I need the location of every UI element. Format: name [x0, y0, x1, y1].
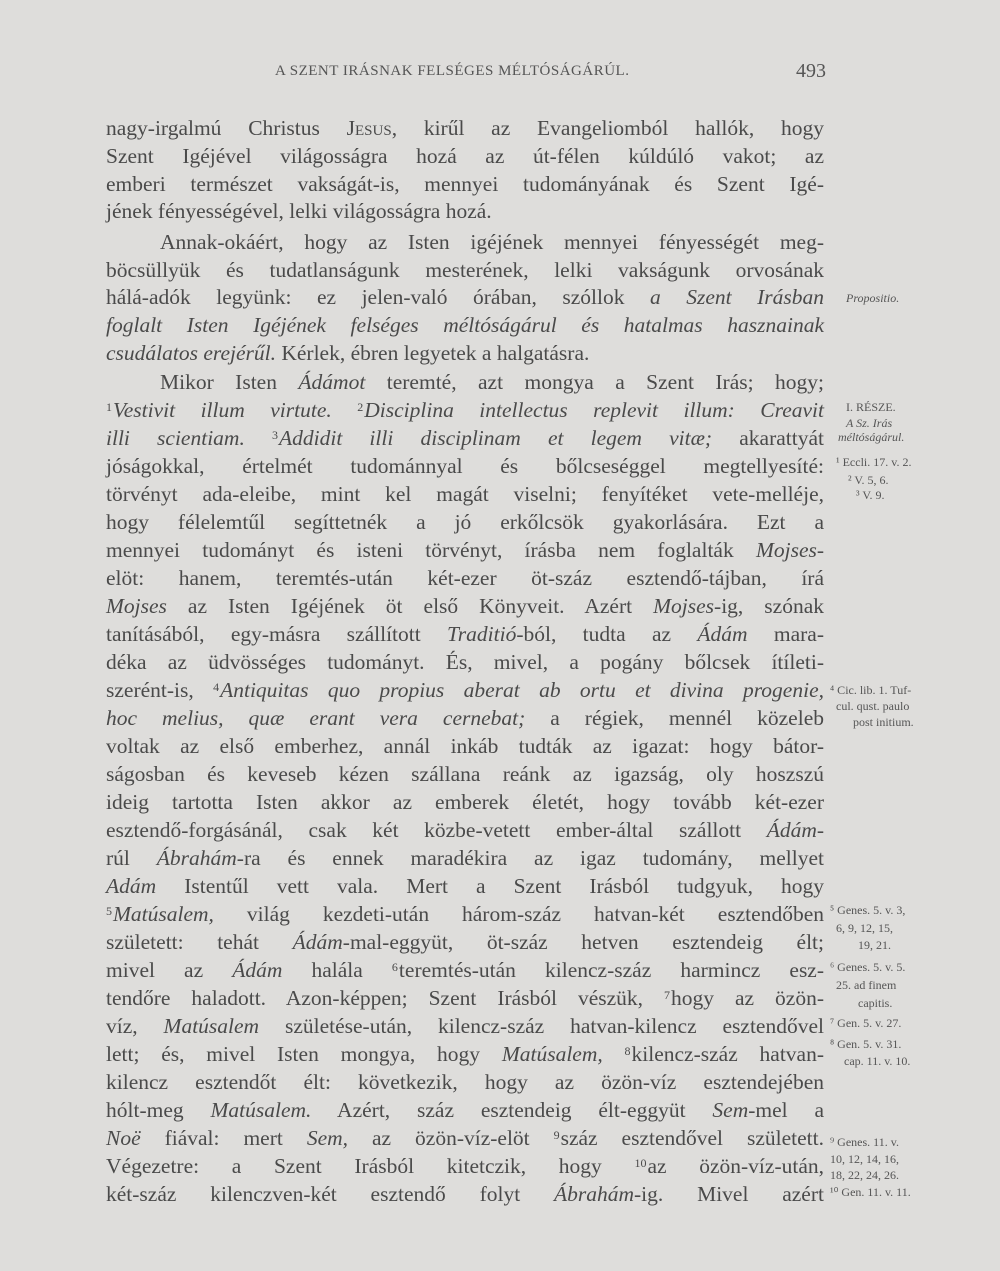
text-line: víz, Matúsalem születése-után, kilencz-száz hatvan-kilencz esztendővel	[106, 1014, 824, 1038]
margin-note: ¹⁰ Gen. 11. v. 11.	[830, 1185, 911, 1199]
margin-note: 25. ad finem	[836, 978, 897, 992]
text-line: $^1$Vestivit illum virtute. $^2$Disciplina intellectus replevit illum: Creavit	[106, 398, 825, 422]
margin-note: ⁸ Gen. 5. v. 31.	[830, 1037, 902, 1051]
margin-note: cap. 11. v. 10.	[844, 1054, 911, 1068]
text-line: hoc melius, quæ erant vera cernebat; a régiek, mennél közeleb	[106, 706, 824, 730]
text-line: Szent Igéjével világosságra hozá az út-félen kúldúló vakot; az	[106, 144, 824, 168]
text-line: emberi természet vakságát-is, mennyei tudományának és Szent Igé-	[106, 172, 824, 196]
text-line: Noë fiával: mert Sem, az özön-víz-elöt $^9$száz esztendővel született.	[106, 1126, 824, 1150]
text-line: Végezetre: a Szent Irásból kitetczik, hogy $^{10}$az özön-víz-után,	[106, 1154, 824, 1178]
text-line: született: tehát Ádám-mal-eggyüt, öt-száz hetven esztendeig élt;	[106, 930, 825, 954]
text-line: törvényt ada-eleibe, mint kel magát viselni; fenyítéket vete-melléje,	[106, 482, 824, 506]
text-line: Annak-okáért, hogy az Isten igéjének mennyei fényességét meg-	[160, 230, 824, 254]
text-line: mivel az Ádám halála $^6$teremtés-után kilencz-száz harmincz esz-	[106, 958, 825, 982]
margin-note: ⁶ Genes. 5. v. 5.	[830, 960, 906, 974]
text-line: hólt-meg Matúsalem. Azért, száz esztendeig élt-eggyüt Sem-mel a	[106, 1098, 825, 1122]
margin-note: ² V. 5, 6.	[848, 473, 889, 487]
text-line: lett; és, mivel Isten mongya, hogy Matúsalem, $^8$kilencz-száz hatvan-	[106, 1042, 824, 1066]
text-line: elöt: hanem, teremtés-után két-ezer öt-száz esztendő-tájban, írá	[106, 566, 824, 590]
margin-note: A Sz. Irás	[846, 416, 893, 430]
page-number: 493	[796, 60, 826, 82]
text-line: két-száz kilenczven-két esztendő folyt Ábrahám-ig. Mivel azért	[106, 1182, 824, 1206]
text-line: mennyei tudományt és isteni törvényt, írásba nem foglalták Mojses-	[106, 538, 825, 562]
text-line: jének fényességével, lelki világosságra hozá.	[106, 199, 492, 223]
margin-note: cul. qust. paulo	[836, 699, 910, 713]
running-title: A SZENT IRÁSNAK FELSÉGES MÉLTÓSÁGÁRÚL.	[275, 63, 630, 79]
text-line: tendőre haladott. Azon-képpen; Szent Irásból vészük, $^7$hogy az özön-	[106, 986, 824, 1010]
margin-note: Propositio.	[846, 291, 900, 305]
margin-note: méltóságárul.	[838, 430, 905, 444]
text-line: déka az üdvösséges tudományt. És, mivel, a pogány bőlcsek ítíleti-	[106, 650, 824, 674]
text-line: jóságokkal, értelmét tudománnyal és bőlcseséggel megtellyesíté:	[106, 454, 824, 478]
text-line: szerént-is, $^4$Antiquitas quo propius aberat ab ortu et divina progenie,	[106, 678, 824, 702]
margin-note: 19, 21.	[858, 938, 891, 952]
margin-note: 10, 12, 14, 16,	[830, 1152, 899, 1166]
margin-note: 18, 22, 24, 26.	[830, 1168, 899, 1182]
margin-note: 6, 9, 12, 15,	[836, 921, 893, 935]
text-line: csudálatos erejérűl. Kérlek, ébren legyetek a halgatásra.	[106, 341, 590, 365]
text-line: esztendő-forgásánál, csak két közbe-vetett ember-által szállott Ádám-	[106, 818, 825, 842]
margin-note: capitis.	[858, 996, 893, 1010]
text-line: ideig tartotta Isten akkor az emberek életét, hogy tovább két-ezer	[106, 790, 824, 814]
text-line: voltak az első emberhez, annál inkáb tudták az igazat: hogy bátor-	[106, 734, 824, 758]
text-line: Mikor Isten Ádámot teremté, azt mongya a Szent Irás; hogy;	[160, 370, 824, 394]
text-line: kilencz esztendőt élt: következik, hogy az özön-víz esztendejében	[106, 1070, 824, 1094]
margin-note: ⁴ Cic. lib. 1. Tuf-	[830, 683, 912, 697]
text-line: hálá-adók legyünk: ez jelen-való órában, szóllok a Szent Irásban	[106, 285, 824, 309]
text-line: ságosban és keveseb kézen szállana reánk az igazság, oly hoszszú	[106, 762, 824, 786]
margin-note: post initium.	[853, 715, 914, 729]
margin-note: ⁷ Gen. 5. v. 27.	[830, 1016, 902, 1030]
text-line: tanításából, egy-másra szállított Traditió-ból, tudta az Ádám mara-	[106, 622, 824, 646]
margin-note: I. RÉSZE.	[846, 400, 896, 414]
text-line: nagy-irgalmú Christus Jesus, kirűl az Evangeliomból hallók, hogy	[106, 116, 825, 140]
text-line: böcsüllyük és tudatlanságunk mesterének, lelki vakságunk orvosának	[106, 258, 824, 282]
text-line: hogy félelemtűl segíttetnék a jó erkőlcsök gyakorlására. Ezt a	[106, 510, 824, 534]
text-line: rúl Ábrahám-ra és ennek maradékira az igaz tudomány, mellyet	[106, 846, 825, 870]
text-line: Mojses az Isten Igéjének öt első Könyveit. Azért Mojses-ig, szónak	[106, 594, 824, 618]
margin-note: ³ V. 9.	[856, 488, 885, 502]
margin-note: ⁵ Genes. 5. v. 3,	[830, 903, 906, 917]
text-line: Adám Istentűl vett vala. Mert a Szent Irásból tudgyuk, hogy	[106, 874, 824, 898]
text-line: $^5$Matúsalem, világ kezdeti-után három-száz hatvan-két esztendőben	[106, 902, 824, 926]
text-line: foglalt Isten Igéjének felséges méltóságárul és hatalmas hasznainak	[106, 313, 824, 337]
margin-note: ¹ Eccli. 17. v. 2.	[836, 455, 912, 469]
text-line: illi scientiam. $^3$Addidit illi disciplinam et legem vitæ; akarattyát	[106, 426, 825, 450]
margin-note: ⁹ Genes. 11. v.	[830, 1135, 899, 1149]
